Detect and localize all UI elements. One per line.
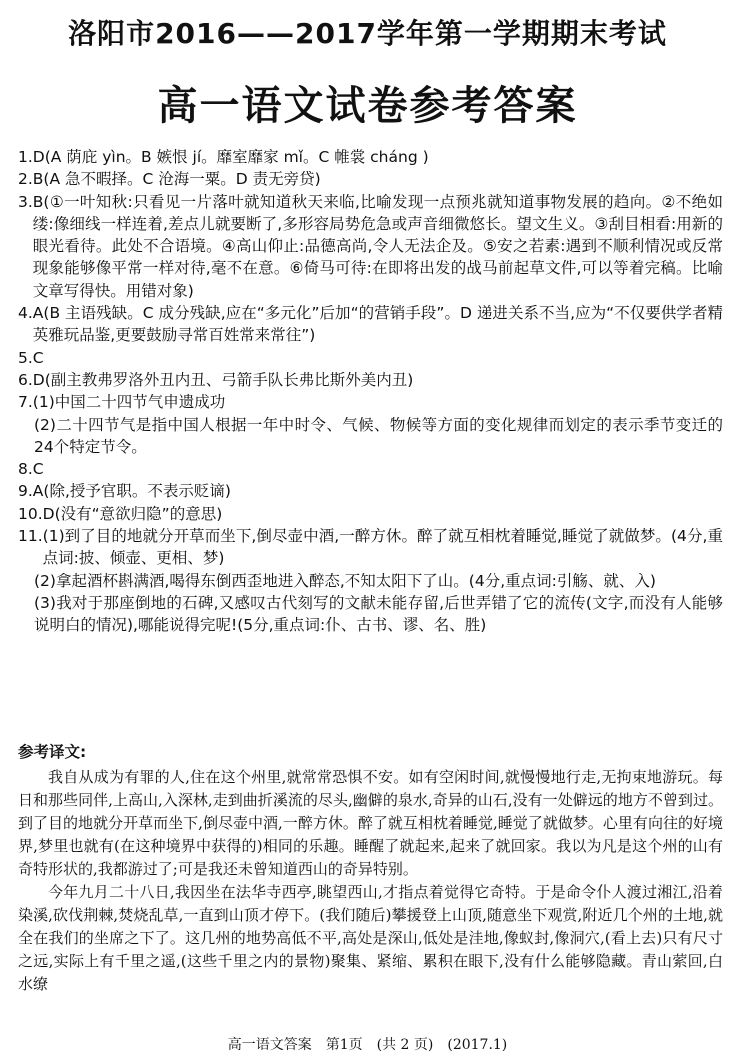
answer-number: 11. (18, 527, 43, 546)
translation-heading: 参考译文: (18, 743, 87, 761)
answer-number: 2. (18, 170, 33, 189)
answer-subitem: (3)我对于那座倒地的石碑,又感叹古代刻写的文献未能存留,后世弄错了它的流传(文字,而没有人能够说明白的情况),哪能说得完呢!(5分,重点词:仆、古书、谬、名、胜) (34, 593, 723, 635)
answer-item (18, 480, 723, 502)
answer-subitem: (2)拿起酒杯斟满酒,喝得东倒西歪地进入醉态,不知太阳下了山。(4分,重点词:引觞、就、入) (34, 571, 656, 590)
answer-number: 4. (18, 304, 33, 323)
answer-text: A(除,授予官职。不表示贬谪) (32, 482, 231, 501)
answer-list (18, 146, 723, 637)
answer-item (18, 191, 723, 302)
answer-number: 10. (18, 504, 43, 523)
answer-text: D(没有“意欲归隐”的意思) (42, 504, 223, 523)
answer-item (18, 146, 723, 168)
answer-text: (1)中国二十四节气申遗成功 (32, 393, 226, 412)
answer-number: 5. (18, 348, 33, 367)
answer-item (18, 503, 723, 525)
answer-number: 3. (18, 192, 33, 211)
answer-item (18, 525, 723, 570)
answer-number: 6. (18, 370, 33, 389)
answer-item (18, 391, 723, 413)
answer-text: (1)到了目的地就分开草而坐下,倒尽壶中酒,一醉方休。醉了就互相枕着睡觉,睡觉了就做梦。(4分,重点词:披、倾壶、更相、梦) (42, 527, 723, 568)
answer-text: B(①一叶知秋:只看见一片落叶就知道秋天来临,比喻发现一点预兆就知道事物发展的趋向。②不绝如缕:像细线一样连着,差点儿就要断了,多形容局势危急或声音细微悠长。望文生义。③刮目相看:用新的眼光看待。此处不合语境。④高山仰止:品德高尚,令人无法企及。⑤安之若素:遇到不顺利情况或反常现象能够像平常一样对待,毫不在意。⑥倚马可待:在即将出发的战马前起草文件,可以等着完稿。比喻文章写得快。用错对象) (32, 192, 723, 300)
answer-number: 8. (18, 460, 33, 479)
answer-text: A(B 主语残缺。C 成分残缺,应在“多元化”后加“的营销手段”。D 递进关系不当,应为“不仅要供学者精英雅玩品鉴,更要鼓励寻常百姓常来常往”) (32, 304, 723, 345)
answer-subitem: (2)二十四节气是指中国人根据一年中时令、气候、物候等方面的变化规律而划定的表示季节变迁的24个特定节令。 (34, 415, 723, 456)
answer-number: 7. (18, 393, 33, 412)
answer-item (18, 369, 723, 391)
answer-text: D(副主教弗罗洛外丑内丑、弓箭手队长弗比斯外美内丑) (32, 370, 414, 389)
answer-number: 1. (18, 148, 33, 166)
translation-paragraph: 今年九月二十八日,我因坐在法华寺西亭,眺望西山,才指点着觉得它奇特。于是命令仆人渡过湘江,沿着染溪,砍伐荆棘,焚烧乱草,一直到山顶才停下。(我们随后)攀援登上山顶,随意坐下观赏,附近几个州的土地,就全在我们的坐席之下了。这几州的地势高低不平,高处是深山,低处是洼地,像蚁封,像洞穴,(看上去)只有尺寸之远,实际上有千里之遥,(这些千里之内的景物)聚集、紧缩、累积在眼下,没有什么能够隐藏。青山萦回,白水缭 (18, 883, 723, 993)
page-footer: 高一语文答案 第1页 (共 2 页) (2017.1) (227, 1037, 508, 1053)
answer-item (18, 168, 723, 190)
exam-title: 洛阳市2016——2017学年第一学期期末考试 (68, 17, 667, 50)
answer-item (18, 302, 723, 347)
answer-text: C (32, 460, 44, 479)
document-title: 高一语文试卷参考答案 (157, 82, 578, 129)
answer-number: 9. (18, 482, 33, 501)
answer-text: B(A 急不暇择。C 沧海一粟。D 责无旁贷) (32, 170, 321, 189)
answer-text: D(A 荫庇 yìn。B 嫉恨 jí。靡室靡家 mǐ。C 帷裳 cháng ) (32, 148, 429, 166)
translation-paragraph: 我自从成为有罪的人,住在这个州里,就常常恐惧不安。如有空闲时间,就慢慢地行走,无拘束地游玩。每日和那些同伴,上高山,入深林,走到曲折溪流的尽头,幽僻的泉水,奇异的山石,没有一处僻远的地方不曾到过。到了目的地就分开草而坐下,倒尽壶中酒,一醉方休。醉了就互相枕着睡觉,睡觉了就做梦。心里有向往的好境界,梦里也就有(在这种境界中获得的)相同的乐趣。睡醒了就起来,起来了就回家。我以为凡是这个州的山有奇特形状的,我都游过了;可是我还未曾知道西山的奇异特别。 (18, 768, 723, 878)
answer-item (18, 347, 723, 369)
answer-text: C (32, 348, 44, 367)
translation-body (18, 766, 723, 996)
answer-item (18, 458, 723, 480)
